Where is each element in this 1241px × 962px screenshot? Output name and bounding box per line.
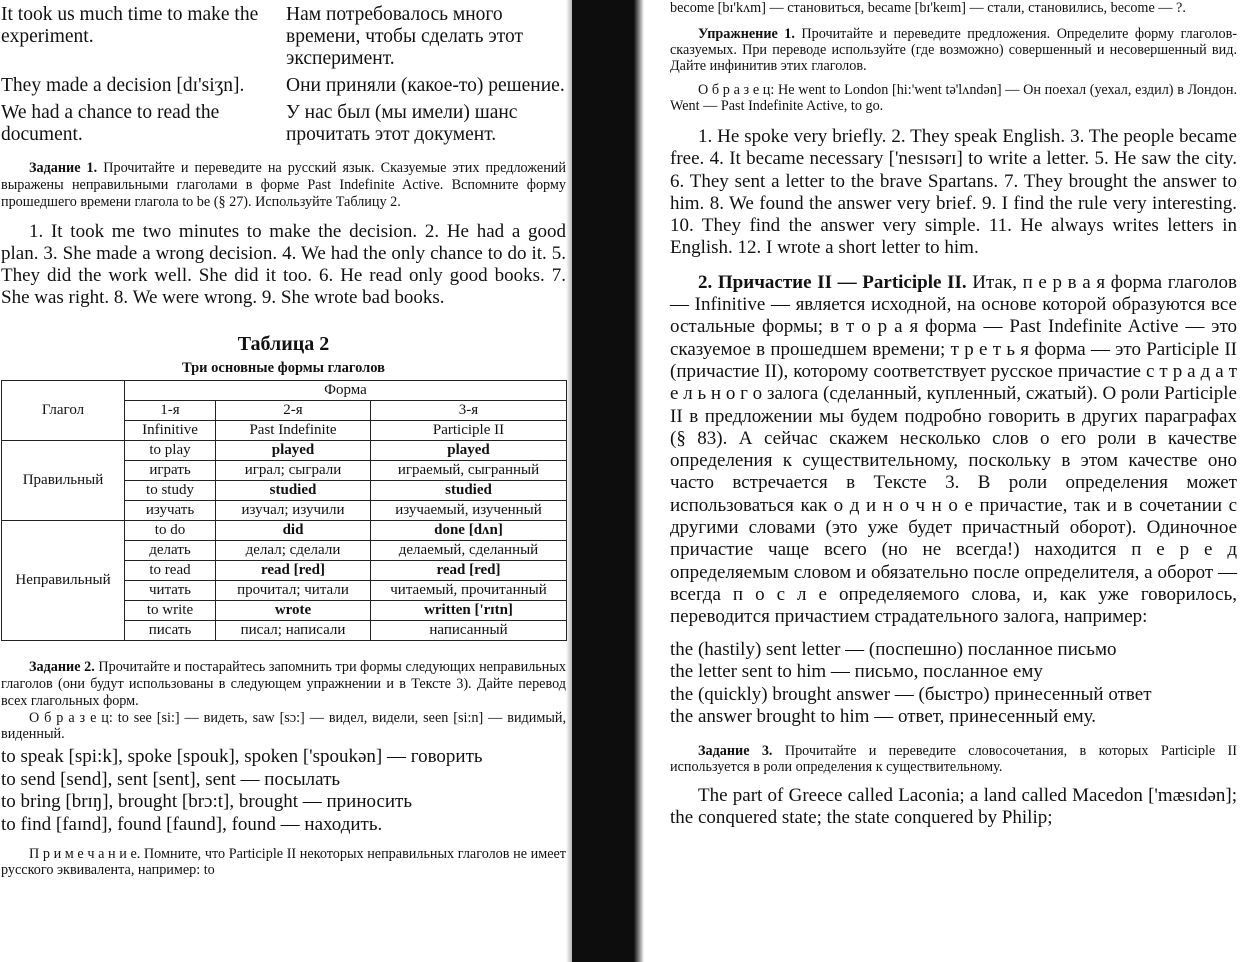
th-form: Форма bbox=[125, 381, 567, 401]
table-caption: Таблица 2 bbox=[237, 333, 330, 355]
example-line: the (quickly) brought answer — (быстро) принесенный ответ bbox=[670, 683, 1152, 705]
verb-line: to find [faɪnd], found [faund], found — находить. bbox=[1, 813, 383, 835]
th-sub: Participle II bbox=[371, 421, 567, 441]
section-2-title: 2. Причастие II — Participle II. bbox=[698, 271, 967, 293]
table-cell: to read bbox=[125, 561, 216, 581]
book-gutter bbox=[572, 0, 640, 962]
participle-examples bbox=[670, 639, 1237, 729]
table-cell: писать bbox=[125, 621, 216, 641]
pair-ru: У нас был (мы имели) шанс прочитать этот документ. bbox=[286, 102, 518, 145]
task-2 bbox=[1, 659, 566, 710]
table-cell: written ['rɪtn] bbox=[371, 601, 567, 621]
th-sub: Infinitive bbox=[125, 421, 216, 441]
pair-en: They made a decision [dɪ'siʒn]. bbox=[1, 75, 245, 96]
table-cell: делаемый, сделанный bbox=[371, 541, 567, 561]
table-cell: прочитал; читали bbox=[216, 581, 371, 601]
group-name: Неправильный bbox=[2, 521, 125, 641]
table-cell: делал; сделали bbox=[216, 541, 371, 561]
task-1-label: Задание 1. bbox=[29, 160, 98, 176]
pair-ru: Нам потребовалось много времени, чтобы сделать этот эксперимент. bbox=[286, 4, 523, 69]
top-line: become [bɪ'kʌm] — становиться, became [bɪ'keɪm] — стали, становились, become — ?. bbox=[670, 0, 1186, 16]
table-cell: читаемый, прочитанный bbox=[371, 581, 567, 601]
sample-1: О б р а з е ц: He went to London [hi:'went tə'lʌndən] — Он поехал (уехал, ездил) в Лондон. Went — Past Indefinite Active, to go. bbox=[670, 82, 1237, 114]
table-cell: played bbox=[216, 441, 371, 461]
task-2-text: Прочитайте и постарайтесь запомнить три формы следующих неправильных глаголов (они будут использованы в следующем упражнении и в Тексте 3). Дайте перевод всех глагольных форм. bbox=[1, 659, 566, 709]
exercise-1-text: 1. It took me two minutes to make the decision. 2. He had a good plan. 3. She made a wrong decision. 4. We had the only chance to do it. 5. They did the work well. She did it too. 6. He read only good books. 7. She was right. 8. We were wrong. 9. She wrote bad books. bbox=[1, 221, 566, 308]
example-line: the letter sent to him — письмо, посланное ему bbox=[670, 661, 1043, 683]
pair-en: We had a chance to read the document. bbox=[1, 102, 220, 145]
task-3 bbox=[670, 743, 1237, 775]
task-2-label: Задание 2. bbox=[29, 659, 95, 675]
verb-line: to speak [spi:k], spoke [spouk], spoken ['spoukən] — говорить bbox=[1, 746, 483, 767]
exercise-1-sentences: 1. He spoke very briefly. 2. They speak English. 3. The people became free. 4. It became necessary ['nesɪsərɪ] to write a letter. 5. He saw the city. 6. They sent a letter to the brave Spartans. 7. They brought the answer to him. 8. We found the answer very brief. 9. I find the rule very interesting. 10. They find the answer very simple. 11. He always writes letters in English. 12. I wrote a short letter to him. bbox=[670, 126, 1237, 259]
pair-en: It took us much time to make the experiment. bbox=[1, 4, 259, 47]
th-verb: Глагол bbox=[2, 381, 125, 441]
table-cell: read [red] bbox=[216, 561, 371, 581]
table-cell: read [red] bbox=[371, 561, 567, 581]
table-cell: done [dʌn] bbox=[371, 521, 567, 541]
right-page bbox=[640, 0, 1241, 962]
table-cell: играл; сыграли bbox=[216, 461, 371, 481]
table-cell: писал; написали bbox=[216, 621, 371, 641]
example-line: the (hastily) sent letter — (поспешно) посланное письмо bbox=[670, 638, 1117, 660]
verb-list bbox=[1, 746, 566, 836]
table-cell: написанный bbox=[371, 621, 567, 641]
task-3-label: Задание 3. bbox=[698, 742, 773, 759]
section-2 bbox=[670, 272, 1237, 629]
verb-line: to bring [brɪŋ], brought [brɔ:t], brought — приносить bbox=[1, 791, 413, 812]
task-3-text: Прочитайте и переведите словосочетания, в которых Participle II используется в роли определения к существительному. bbox=[670, 742, 1237, 775]
th-col: 3-я bbox=[371, 401, 567, 421]
table-cell: играть bbox=[125, 461, 216, 481]
exercise-1 bbox=[670, 26, 1237, 74]
verb-line: to send [send], sent [sent], sent — посылать bbox=[1, 768, 341, 790]
table-cell: изучал; изучили bbox=[216, 501, 371, 521]
example-line: the answer brought to him — ответ, принесенный ему. bbox=[670, 706, 1097, 728]
table-cell: изучать bbox=[125, 501, 216, 521]
table-cell: to study bbox=[125, 481, 216, 501]
task-3-phrases: The part of Greece called Laconia; a land called Macedon ['mæsɪdən]; the conquered state; the state conquered by Philip; bbox=[670, 784, 1237, 829]
th-col: 1-я bbox=[125, 401, 216, 421]
table-subtitle: Три основные формы глаголов bbox=[182, 360, 385, 376]
th-col: 2-я bbox=[216, 401, 371, 421]
table-cell: wrote bbox=[216, 601, 371, 621]
example-pairs bbox=[1, 4, 566, 146]
task-1-text: Прочитайте и переведите на русский язык. Сказуемые этих предложений выражены неправильными глаголами в форме Past Indefinite Active. Вспомните форму прошедшего времени глагола to be (§ 27). Используйте Таблицу 2. bbox=[1, 160, 566, 210]
table-cell: изучаемый, изученный bbox=[371, 501, 567, 521]
table-cell: studied bbox=[216, 481, 371, 501]
verb-forms-table bbox=[1, 380, 567, 641]
table-cell: делать bbox=[125, 541, 216, 561]
table-cell: did bbox=[216, 521, 371, 541]
table-cell: читать bbox=[125, 581, 216, 601]
table-cell: играемый, сыгранный bbox=[371, 461, 567, 481]
table-cell: to play bbox=[125, 441, 216, 461]
group-name: Правильный bbox=[2, 441, 125, 521]
table-cell: studied bbox=[371, 481, 567, 501]
sample-2: О б р а з е ц: to see [si:] — видеть, saw [sɔ:] — видел, видели, seen [si:n] — видимый, виденный. bbox=[1, 710, 566, 742]
note: П р и м е ч а н и е. Помните, что Participle II некоторых неправильных глаголов не имеет русского эквивалента, например: to bbox=[1, 846, 566, 878]
exercise-1-label: Упражнение 1. bbox=[698, 26, 795, 42]
left-page bbox=[0, 0, 572, 962]
table-cell: to write bbox=[125, 601, 216, 621]
th-sub: Past Indefinite bbox=[216, 421, 371, 441]
task-1 bbox=[1, 160, 566, 211]
table-cell: played bbox=[371, 441, 567, 461]
table-cell: to do bbox=[125, 521, 216, 541]
pair-ru: Они приняли (какое-то) решение. bbox=[286, 75, 565, 96]
section-2-text: Итак, п е р в а я форма глаголов — Infinitive — является исходной, на основе которой образуются все остальные формы; в т о р а я форма — Past Indefinite Active — это сказуемое в прошедшем времени; т р е т ь я форма — это Participle II (причастие II), которому соответствует русское причастие с т р а д а т е л ь н о г о залога (сделанный, купленный, сжатый). О роли Participle II в предложении мы будем подробно говорить в других параграфах (§ 83). А сейчас скажем несколько слов о его роли в качестве определения к существительному, поскольку в этом качестве оно часто встречается в Тексте 3. В роли определения может использоваться как о д и н о ч н о е причастие, так и в сочетании с другими словами (это уже будет причастный оборот). Одиночное причастие чаще всего (но не всегда!) находится п е р е д определяемым словом и обязательно после определителя, а оборот — всегда п о с л е определяемого слова, и, как уже говорилось, переводится причастием страдательного залога, например: bbox=[670, 271, 1238, 628]
exercise-1-instructions: Прочитайте и переведите предложения. Определите форму глаголов-сказуемых. При переводе используйте (где возможно) совершенный и несовершенный вид. Дайте инфинитив этих глаголов. bbox=[670, 26, 1238, 74]
